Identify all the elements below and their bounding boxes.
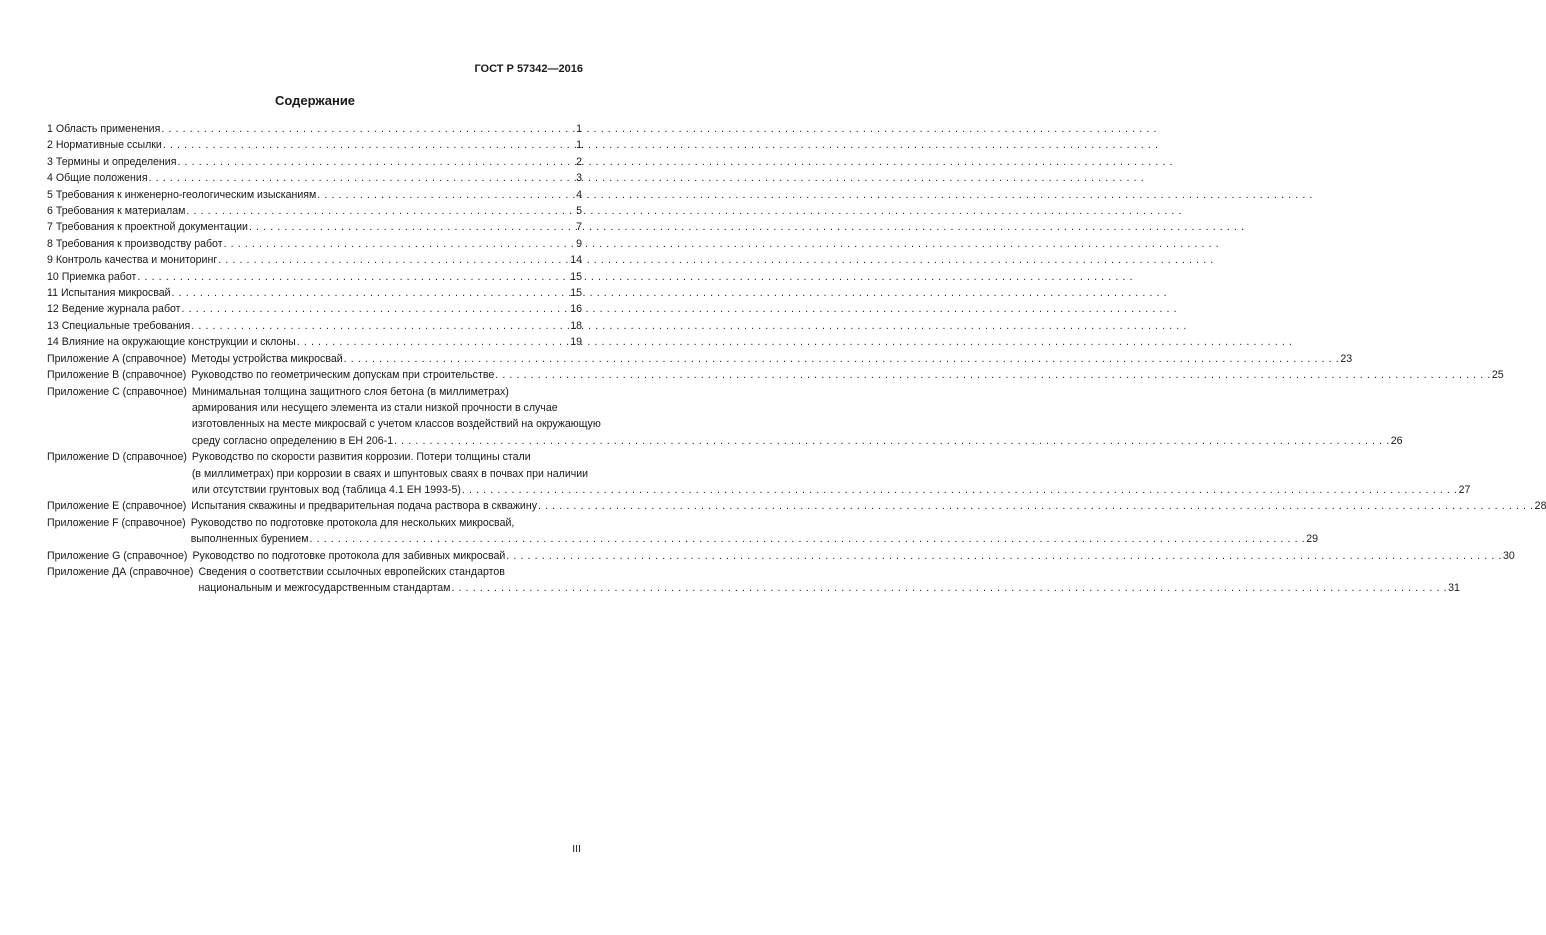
toc-entry[interactable]	[47, 236, 582, 252]
toc-entry-page: 3	[576, 172, 582, 185]
toc-leader-dots	[177, 154, 575, 170]
appendix-label: Приложение ДА (справочное)	[47, 565, 194, 578]
appendix-title-line	[191, 367, 1503, 383]
toc-entry-page: 29	[1306, 533, 1319, 546]
toc-entry[interactable]	[47, 301, 582, 317]
appendix-title	[192, 548, 1514, 564]
toc-title: Содержание	[274, 93, 356, 108]
toc-entry[interactable]	[47, 252, 582, 268]
appendix-title-line: армирования или несущего элемента из стали низкой прочности в случае	[191, 401, 558, 414]
appendix-title	[191, 367, 1503, 383]
toc-leader-dots	[191, 318, 569, 334]
toc-entry[interactable]	[47, 121, 582, 137]
toc-entry-page: 7	[576, 221, 582, 234]
toc-appendices	[47, 351, 1546, 597]
toc-appendix-entry[interactable]	[47, 351, 1353, 367]
toc-appendix-entry[interactable]	[47, 367, 1504, 383]
toc-appendix-entry[interactable]	[47, 384, 1403, 450]
appendix-title	[198, 564, 1459, 597]
toc-leader-dots	[495, 367, 1491, 383]
toc-leader-dots	[310, 531, 1306, 547]
toc-entry-page: 28	[1534, 500, 1546, 513]
toc-entry-page: 16	[570, 303, 582, 316]
toc-entry-title: 2 Нормативные ссылки	[47, 139, 162, 152]
toc-entry[interactable]	[47, 154, 582, 170]
appendix-title-text: Методы устройства микросвай	[191, 352, 343, 365]
toc-entry-title: 12 Ведение журнала работ	[47, 303, 181, 316]
toc-entry-page: 19	[570, 336, 582, 349]
toc-entry-title: 6 Требования к материалам	[47, 205, 186, 218]
appendix-label: Приложение А (справочное)	[47, 352, 187, 365]
appendix-title	[192, 384, 1403, 450]
appendix-label: Приложение D (справочное)	[47, 451, 187, 464]
appendix-title-line	[191, 498, 1546, 514]
appendix-title-line: Сведения о соответствии ссылочных европейских стандартов	[198, 565, 505, 578]
toc-entry-title: 8 Требования к производству работ	[47, 237, 223, 250]
toc-entry-title: 13 Специальные требования	[47, 319, 191, 332]
toc-entry[interactable]	[47, 170, 582, 186]
toc-entry-page: 31	[1448, 582, 1460, 595]
toc-entry-page: 18	[570, 319, 582, 332]
toc-leader-dots	[297, 334, 569, 350]
appendix-title	[191, 515, 1318, 548]
toc-entry-page: 1	[576, 123, 582, 135]
appendix-title-line	[192, 482, 1470, 498]
toc-appendix-entry[interactable]	[47, 498, 1546, 514]
appendix-title-text: выполненных бурением	[190, 533, 309, 546]
toc-entry-page: 4	[576, 188, 582, 201]
toc-entry-page: 25	[1491, 369, 1504, 382]
appendix-title-text: Испытания скважины и предварительная подача раствора в скважину	[191, 500, 537, 513]
appendix-label: Приложение G (справочное)	[47, 549, 188, 562]
appendix-title-line: изготовленных на месте микросвай с учетом классов воздействий на окружающую	[191, 418, 601, 431]
appendix-title-text: национальным и межгосударственным стандартам	[198, 582, 451, 595]
toc-entry-page: 2	[576, 155, 582, 168]
toc-leader-dots	[344, 351, 1340, 367]
appendix-title	[191, 498, 1546, 514]
appendix-label: Приложение F (справочное)	[47, 516, 186, 529]
toc-entry-title: 10 Приемка работ	[47, 270, 137, 283]
toc-entry-page: 14	[570, 254, 582, 267]
appendix-title-line	[191, 351, 1352, 367]
appendix-label: Приложение В (справочное)	[47, 369, 187, 382]
appendix-label: Приложение Е (справочное)	[47, 500, 187, 513]
appendix-title	[191, 351, 1352, 367]
appendix-title-line: Руководство по скорости развития коррозии. Потери толщины стали	[191, 451, 531, 464]
toc-entry-title: 11 Испытания микросвай	[47, 287, 171, 300]
toc-appendix-entry[interactable]	[47, 548, 1515, 564]
appendix-title-line: (в миллиметрах) при коррозии в сваях и шпунтовых сваях в почвах при наличии	[191, 467, 589, 480]
appendix-title-text: среду согласно определению в ЕН 206-1	[191, 434, 394, 447]
toc-entry-page: 26	[1390, 434, 1403, 447]
toc-leader-dots	[161, 121, 575, 137]
toc-appendix-entry[interactable]	[47, 515, 1319, 548]
toc-entry-page: 5	[576, 205, 582, 218]
toc-leader-dots	[218, 252, 569, 268]
appendix-title-line: Руководство по подготовке протокола для нескольких микросвай,	[190, 516, 515, 529]
toc-entry-title: 9 Контроль качества и мониторинг	[47, 254, 218, 267]
toc-entry-page: 1	[576, 139, 582, 152]
toc-appendix-entry[interactable]	[47, 449, 1471, 498]
toc-leader-dots	[137, 269, 569, 285]
appendix-title-line	[191, 531, 1318, 547]
toc-entry-title: 3 Термины и определения	[47, 155, 177, 168]
toc-entry-title: 14 Влияние на окружающие конструкции и склоны	[47, 336, 296, 349]
toc-appendix-entry[interactable]	[47, 564, 1460, 597]
toc-entry-title: 7 Требования к проектной документации	[47, 221, 248, 234]
appendix-title-line	[192, 433, 1403, 449]
toc-entry[interactable]	[47, 334, 582, 350]
toc-leader-dots	[462, 482, 1458, 498]
page-number: III	[572, 843, 581, 855]
toc-leader-dots	[249, 219, 575, 235]
toc-entry-title: 4 Общие положения	[47, 172, 148, 185]
toc-entry-page: 15	[570, 287, 582, 300]
appendix-label: Приложение С (справочное)	[47, 385, 187, 398]
toc-entry[interactable]	[47, 269, 582, 285]
toc-leader-dots	[172, 285, 570, 301]
appendix-title-line	[192, 548, 1514, 564]
toc-entry[interactable]	[47, 318, 582, 334]
appendix-title-line	[198, 580, 1459, 596]
toc-leader-dots	[538, 498, 1534, 514]
appendix-title	[192, 449, 1470, 498]
toc-leader-dots	[317, 187, 575, 203]
toc-leader-dots	[394, 433, 1390, 449]
toc-entry-title: 5 Требования к инженерно-геологическим изысканиям	[47, 188, 317, 201]
toc-entry-page: 15	[570, 270, 582, 283]
toc-leader-dots	[224, 236, 576, 252]
toc-entry-page: 30	[1502, 549, 1515, 562]
toc-leader-dots	[182, 301, 570, 317]
toc-entry[interactable]	[47, 203, 582, 219]
toc-entry-title: 1 Область применения	[47, 123, 161, 135]
toc-leader-dots	[163, 137, 575, 153]
toc-entry-page: 9	[576, 237, 582, 250]
appendix-title-text: Руководство по геометрическим допускам при строительстве	[191, 369, 495, 382]
toc-entry[interactable]	[47, 219, 582, 235]
toc-leader-dots	[451, 580, 1447, 596]
toc-entry-page: 23	[1340, 352, 1353, 365]
standard-number: ГОСТ Р 57342—2016	[474, 63, 583, 75]
appendix-title-text: Руководство по подготовке протокола для забивных микросвай	[192, 549, 506, 562]
toc-entry[interactable]	[47, 285, 582, 301]
toc-entry[interactable]	[47, 137, 582, 153]
toc-leader-dots	[149, 170, 576, 186]
toc-leader-dots	[506, 548, 1502, 564]
appendix-title-text: или отсутствии грунтовых вод (таблица 4.1 ЕН 1993-5)	[191, 483, 461, 496]
toc-sections	[47, 121, 582, 351]
toc-entry[interactable]	[47, 187, 582, 203]
toc-entry-page: 27	[1458, 483, 1471, 496]
appendix-title-line: Минимальная толщина защитного слоя бетона (в миллиметрах)	[191, 385, 509, 398]
table-of-contents	[47, 121, 1546, 597]
toc-leader-dots	[186, 203, 575, 219]
